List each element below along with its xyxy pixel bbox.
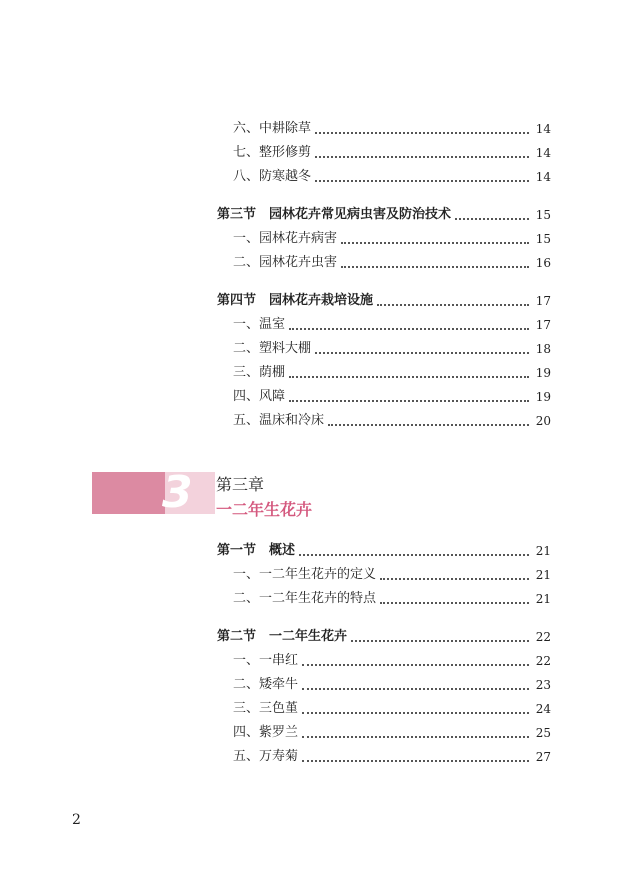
toc-subsection-entry[interactable] bbox=[217, 674, 551, 696]
dot-leader bbox=[315, 179, 529, 182]
toc-entry-title: 第二节 一二年生花卉 bbox=[217, 629, 348, 644]
toc-subsection-entry[interactable] bbox=[217, 650, 551, 672]
dot-leader bbox=[302, 663, 529, 666]
toc-entry-page: 17 bbox=[535, 294, 551, 308]
toc-subsection-entry[interactable] bbox=[217, 386, 551, 408]
toc-entry-page: 21 bbox=[535, 544, 551, 558]
toc-entry-page: 14 bbox=[535, 170, 551, 184]
toc-entry-title: 五、温床和冷床 bbox=[233, 413, 325, 428]
dot-leader bbox=[302, 687, 529, 690]
dot-leader bbox=[315, 351, 529, 354]
dot-leader bbox=[341, 241, 529, 244]
toc-entry-title: 七、整形修剪 bbox=[233, 145, 312, 160]
toc-entry-page: 27 bbox=[535, 750, 551, 764]
toc-entry-title: 一、园林花卉病害 bbox=[233, 231, 338, 246]
chapter-badge bbox=[92, 467, 222, 518]
toc-entry-page: 15 bbox=[535, 232, 551, 246]
toc-entry-page: 17 bbox=[535, 318, 551, 332]
toc-entry-title: 四、紫罗兰 bbox=[233, 725, 299, 740]
toc-entry-page: 15 bbox=[535, 208, 551, 222]
toc-subsection-entry[interactable] bbox=[217, 228, 551, 250]
dot-leader bbox=[380, 577, 529, 580]
toc-subsection-entry[interactable] bbox=[217, 252, 551, 274]
toc-entry-page: 19 bbox=[535, 390, 551, 404]
toc-subsection-entry[interactable] bbox=[217, 142, 551, 164]
chapter-title: 一二年生花卉 bbox=[216, 500, 313, 519]
dot-leader bbox=[302, 735, 529, 738]
dot-leader bbox=[377, 303, 529, 306]
toc-section-entry[interactable] bbox=[217, 204, 551, 226]
dot-leader bbox=[299, 553, 529, 556]
toc-entry-title: 一、一二年生花卉的定义 bbox=[233, 567, 377, 582]
toc-subsection-entry[interactable] bbox=[217, 338, 551, 360]
toc-entry-title: 二、园林花卉虫害 bbox=[233, 255, 338, 270]
toc-entry-page: 22 bbox=[535, 630, 551, 644]
toc-subsection-entry[interactable] bbox=[217, 564, 551, 586]
toc-subsection-entry[interactable] bbox=[217, 746, 551, 768]
toc-section-entry[interactable] bbox=[217, 626, 551, 648]
dot-leader bbox=[289, 399, 529, 402]
toc-subsection-entry[interactable] bbox=[217, 588, 551, 610]
toc-entry-page: 14 bbox=[535, 146, 551, 160]
dot-leader bbox=[328, 423, 529, 426]
toc-entry-title: 第四节 园林花卉栽培设施 bbox=[217, 293, 374, 308]
toc-entry-page: 22 bbox=[535, 654, 551, 668]
toc-entry-page: 24 bbox=[535, 702, 551, 716]
toc-entry-title: 四、风障 bbox=[233, 389, 286, 404]
dot-leader bbox=[351, 639, 529, 642]
toc-entry-page: 21 bbox=[535, 592, 551, 606]
toc-entry-title: 二、一二年生花卉的特点 bbox=[233, 591, 377, 606]
dot-leader bbox=[315, 155, 529, 158]
toc-entry-title: 八、防寒越冬 bbox=[233, 169, 312, 184]
toc-entry-title: 二、矮牵牛 bbox=[233, 677, 299, 692]
dot-leader bbox=[455, 217, 529, 220]
toc-entry-title: 一、一串红 bbox=[233, 653, 299, 668]
toc-entry-title: 第三节 园林花卉常见病虫害及防治技术 bbox=[217, 207, 452, 222]
toc-entry-title: 六、中耕除草 bbox=[233, 121, 312, 136]
dot-leader bbox=[315, 131, 529, 134]
toc-entry-page: 23 bbox=[535, 678, 551, 692]
toc-subsection-entry[interactable] bbox=[217, 410, 551, 432]
toc-subsection-entry[interactable] bbox=[217, 698, 551, 720]
chapter-bar bbox=[92, 472, 165, 514]
toc-subsection-entry[interactable] bbox=[217, 362, 551, 384]
toc-entry-page: 21 bbox=[535, 568, 551, 582]
toc-subsection-entry[interactable] bbox=[217, 314, 551, 336]
toc-entry-page: 16 bbox=[535, 256, 551, 270]
toc-subsection-entry[interactable] bbox=[217, 722, 551, 744]
toc-entry-title: 一、温室 bbox=[233, 317, 286, 332]
toc-entry-page: 14 bbox=[535, 122, 551, 136]
toc-entry-title: 三、荫棚 bbox=[233, 365, 286, 380]
dot-leader bbox=[289, 327, 529, 330]
toc-subsection-entry[interactable] bbox=[217, 118, 551, 140]
toc-entry-title: 五、万寿菊 bbox=[233, 749, 299, 764]
dot-leader bbox=[341, 265, 529, 268]
chapter-number: 3 bbox=[162, 467, 193, 518]
toc-entry-title: 第一节 概述 bbox=[217, 543, 296, 558]
toc-subsection-entry[interactable] bbox=[217, 166, 551, 188]
toc-entry-page: 25 bbox=[535, 726, 551, 740]
toc-entry-page: 20 bbox=[535, 414, 551, 428]
toc-section-entry[interactable] bbox=[217, 290, 551, 312]
toc-section-entry[interactable] bbox=[217, 540, 551, 562]
toc-entry-title: 二、塑料大棚 bbox=[233, 341, 312, 356]
dot-leader bbox=[302, 711, 529, 714]
dot-leader bbox=[380, 601, 529, 604]
toc-entry-page: 18 bbox=[535, 342, 551, 356]
dot-leader bbox=[302, 759, 529, 762]
page-number: 2 bbox=[72, 812, 81, 828]
toc-entry-title: 三、三色堇 bbox=[233, 701, 299, 716]
dot-leader bbox=[289, 375, 529, 378]
toc-entry-page: 19 bbox=[535, 366, 551, 380]
chapter-label: 第三章 bbox=[216, 475, 265, 494]
